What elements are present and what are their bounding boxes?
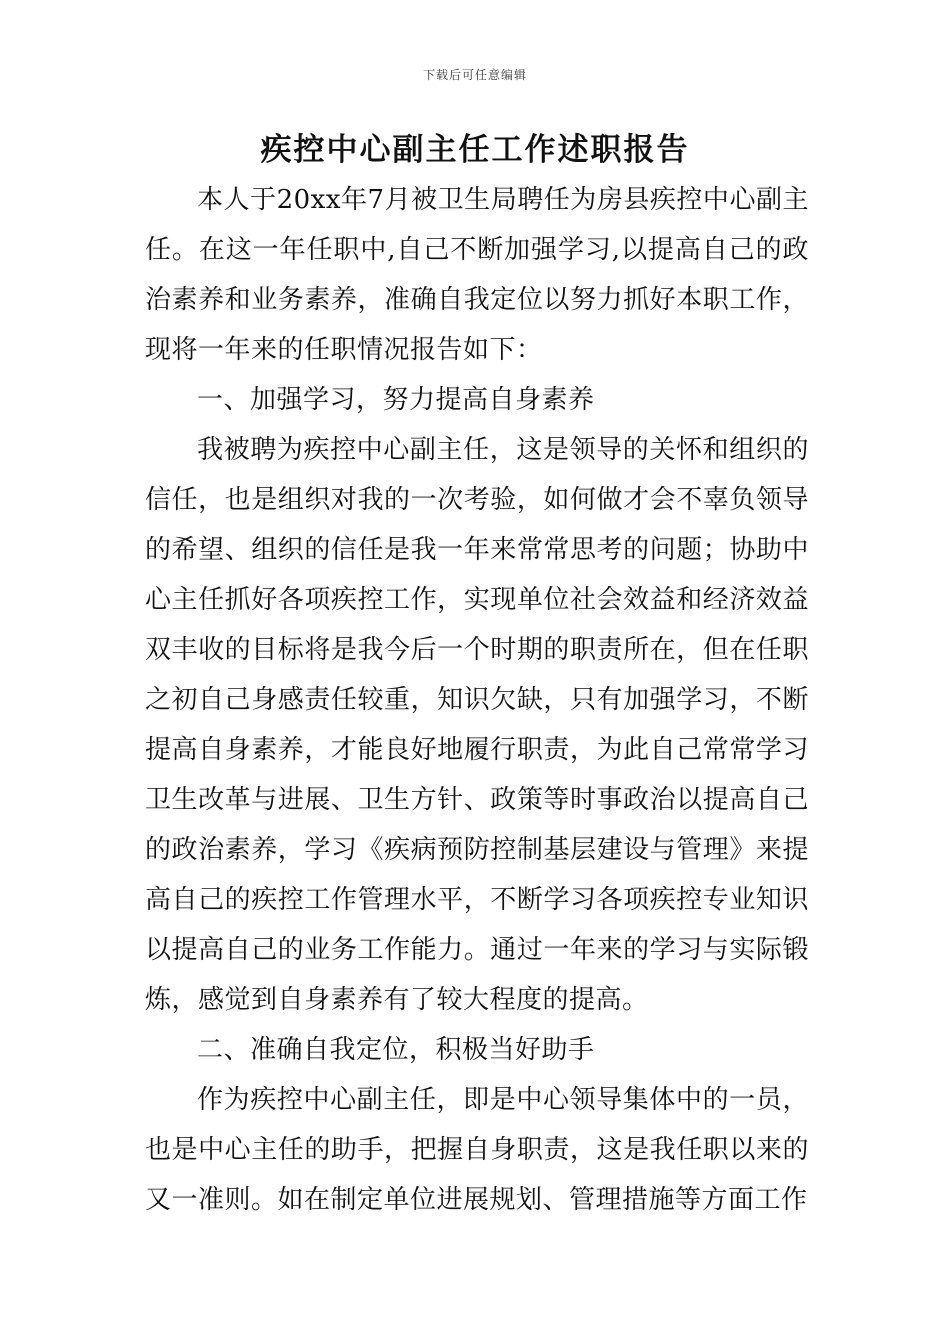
paragraph-intro: 本人于20xx年7月被卫生局聘任为房县疾控中心副主任。在这一年任职中,自己不断加强学习,以提高自己的政治素养和业务素养，准确自我定位以努力抓好本职工作，现将一年来的任职情况报告如下： <box>145 185 809 365</box>
document-body <box>145 175 809 1225</box>
section-heading-1: 一、加强学习，努力提高自身素养 <box>197 385 595 415</box>
paragraph-section-1: 我被聘为疾控中心副主任，这是领导的关怀和组织的信任，也是组织对我的一次考验，如何做才会不辜负领导的希望、组织的信任是我一年来常常思考的问题；协助中心主任抓好各项疾控工作，实现单位社会效益和经济效益双丰收的目标将是我今后一个时期的职责所在，但在任职之初自己身感责任较重，知识欠缺，只有加强学习，不断提高自身素养，才能良好地履行职责，为此自己常常学习卫生改革与进展、卫生方针、政策等时事政治以提高自己的政治素养，学习《疾病预防控制基层建设与管理》来提高自己的疾控工作管理水平，不断学习各项疾控专业知识以提高自己的业务工作能力。通过一年来的学习与实际锻炼，感觉到自身素养有了较大程度的提高。 <box>145 435 809 1015</box>
document-title: 疾控中心副主任工作述职报告 <box>260 132 690 168</box>
section-heading-2: 二、准确自我定位，积极当好助手 <box>197 1035 595 1065</box>
paragraph-section-2: 作为疾控中心副主任，即是中心领导集体中的一员，也是中心主任的助手，把握自身职责，这是我任职以来的又一准则。如在制定单位进展规划、管理措施等方面工作 <box>145 1085 809 1215</box>
header-note: 下载后可任意编辑 <box>422 68 527 82</box>
